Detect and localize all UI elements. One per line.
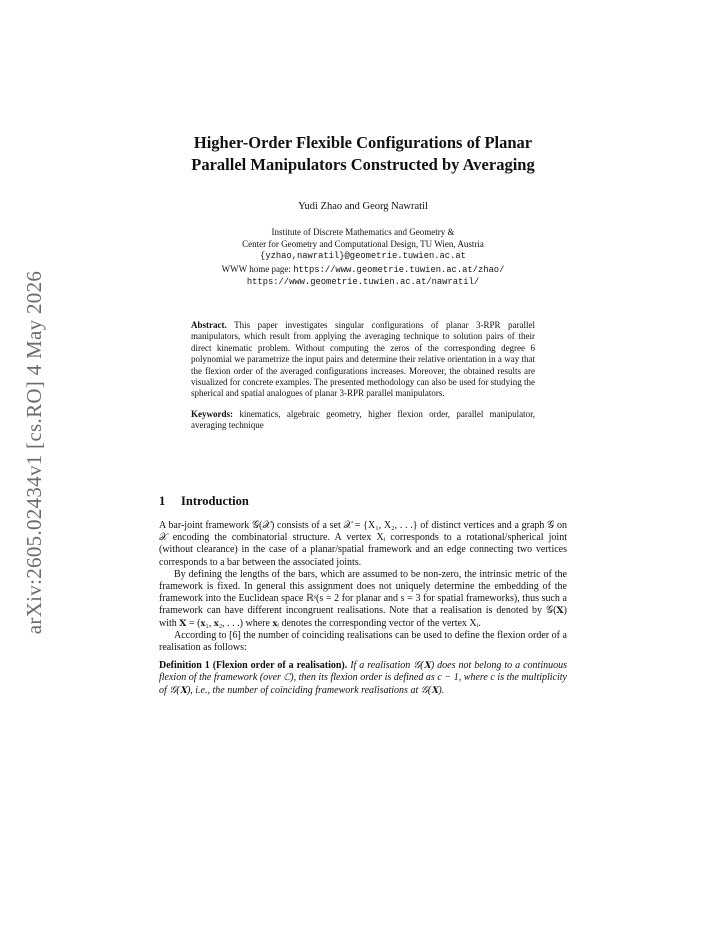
definition-label: Definition 1 (Flexion order of a realisation). [159, 660, 348, 672]
keywords-text: kinematics, algebraic geometry, higher flexion order, parallel manipulator, averaging technique [191, 408, 536, 431]
keywords-paragraph [191, 409, 535, 432]
affiliation-line-2: Center for Geometry and Computational Design, TU Wien, Austria [242, 239, 484, 250]
homepage-line [159, 263, 567, 276]
abstract-text: This paper investigates singular configurations of planar 3-RPR parallel manipulators, which result from applying the averaging technique to solution pairs of their direct kinematic problem. Without computing the zeros of the corresponding degree 6 polynomial we parametrize the input pairs and determine their relative orientation in a way that the flexion order of the averaged configurations increases. Moreover, the obtained results are visualized for concrete examples. The presented methodology can also be used for studying the spherical and spatial analogues of planar 3-RPR parallel manipulators. [191, 320, 536, 399]
paper-title [159, 132, 567, 176]
section-heading [159, 494, 249, 509]
title-line-1: Higher-Order Flexible Configurations of Planar [193, 133, 533, 152]
section-number: 1 [159, 494, 166, 508]
homepage-link-2[interactable]: https://www.geometrie.tuwien.ac.at/nawratil/ [246, 276, 480, 287]
homepage-link-1[interactable]: https://www.geometrie.tuwien.ac.at/zhao/ [293, 264, 505, 275]
author-email: {yzhao,nawratil}@geometrie.tuwien.ac.at [260, 251, 466, 262]
abstract [191, 320, 535, 432]
author-list: Yudi Zhao and Georg Nawratil [298, 201, 428, 212]
intro-paragraph-3: According to [6] the number of coinciding realisations can be used to define the flexion order of a realisation as follows: [159, 629, 567, 654]
intro-paragraph-2: By defining the lengths of the bars, which are assumed to be non-zero, the intrinsic metric of the framework is fixed. In general this assignment does not uniquely determine the embedding of the framework into the Euclidean space ℝˢ(s = 2 for planar and s = 3 for spatial frameworks), thus such a framework can have different incongruent realisations. Note that a realisation is denoted by 𝒢(𝐗) with 𝐗 = (𝐱₁, 𝐱₂, . . .) where 𝐱ᵢ denotes the corresponding vector of the vertex Xᵢ. [159, 568, 567, 629]
introduction-body [159, 520, 567, 697]
affiliation-line-1: Institute of Discrete Mathematics and Geometry & [271, 227, 455, 237]
intro-paragraph-1: A bar-joint framework 𝒢(𝒳) consists of a set 𝒳 = {X₁, X₂, . . .} of distinct vertices and a graph 𝒢 on 𝒳 encoding the combinatorial structure. A vertex Xᵢ corresponds to a rotational/spherical joint (without clearance) in the case of a planar/spatial framework and an edge connecting two vertices corresponds to a bar between the associated joints. [159, 520, 567, 568]
keywords-label: Keywords: [191, 408, 233, 419]
homepage-label: WWW home page: [221, 263, 294, 274]
section-title: Introduction [181, 494, 249, 508]
affiliation-block [159, 226, 567, 288]
title-line-2: Parallel Manipulators Constructed by Averaging [191, 155, 535, 174]
arxiv-identifier-stamp [15, 260, 55, 645]
definition-text: If a realisation 𝒢(𝐗) does not belong to a continuous flexion of the framework (over ℂ), then its flexion order is defined as c − 1, where c is the multiplicity of 𝒢(𝐗), i.e., the number of coinciding framework realisations at 𝒢(𝐗). [159, 660, 567, 696]
definition-1 [159, 660, 567, 697]
abstract-paragraph [191, 320, 535, 400]
arxiv-identifier-text: arXiv:2605.02434v1 [cs.RO] 4 May 2026 [22, 270, 47, 635]
abstract-label: Abstract. [191, 320, 227, 330]
